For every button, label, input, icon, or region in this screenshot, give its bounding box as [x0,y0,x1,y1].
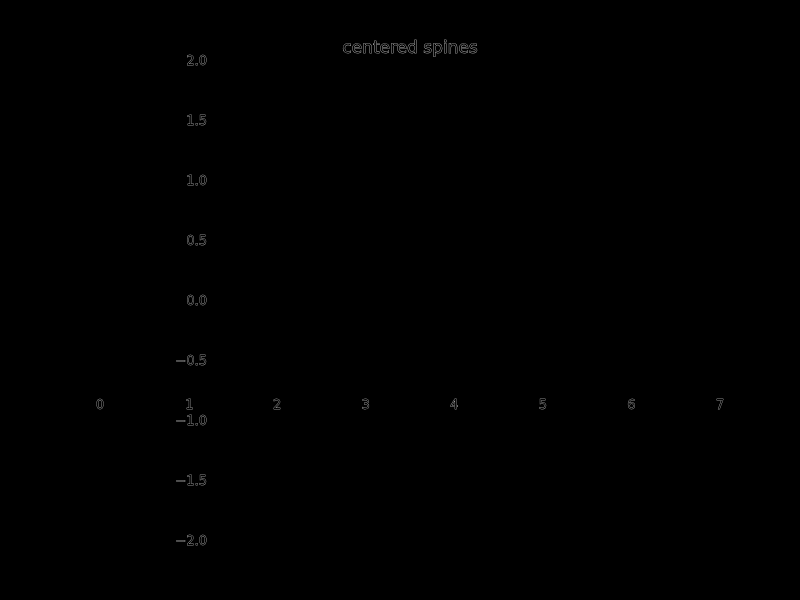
chart-title: centered spines [342,38,478,58]
y-tick-label: 1.5 [186,114,207,129]
y-tick-label: −0.5 [175,354,207,369]
y-tick-label: 2.0 [186,54,207,69]
y-tick-label: −2.0 [175,534,207,549]
x-tick-label: 6 [627,398,636,413]
y-tick-label: 0.0 [186,294,207,309]
x-tick-label: 5 [538,398,547,413]
x-tick-label: 1 [185,398,194,413]
x-tick-label: 4 [450,398,459,413]
y-tick-label: −1.5 [175,474,207,489]
x-tick-label: 3 [361,398,370,413]
x-tick-label: 2 [273,398,282,413]
y-tick-label: 0.5 [186,234,207,249]
y-tick-label: −1.0 [175,414,207,429]
x-tick-label: 0 [95,398,105,413]
x-tick-label: 7 [715,398,725,413]
y-tick-label: 1.0 [186,174,207,189]
